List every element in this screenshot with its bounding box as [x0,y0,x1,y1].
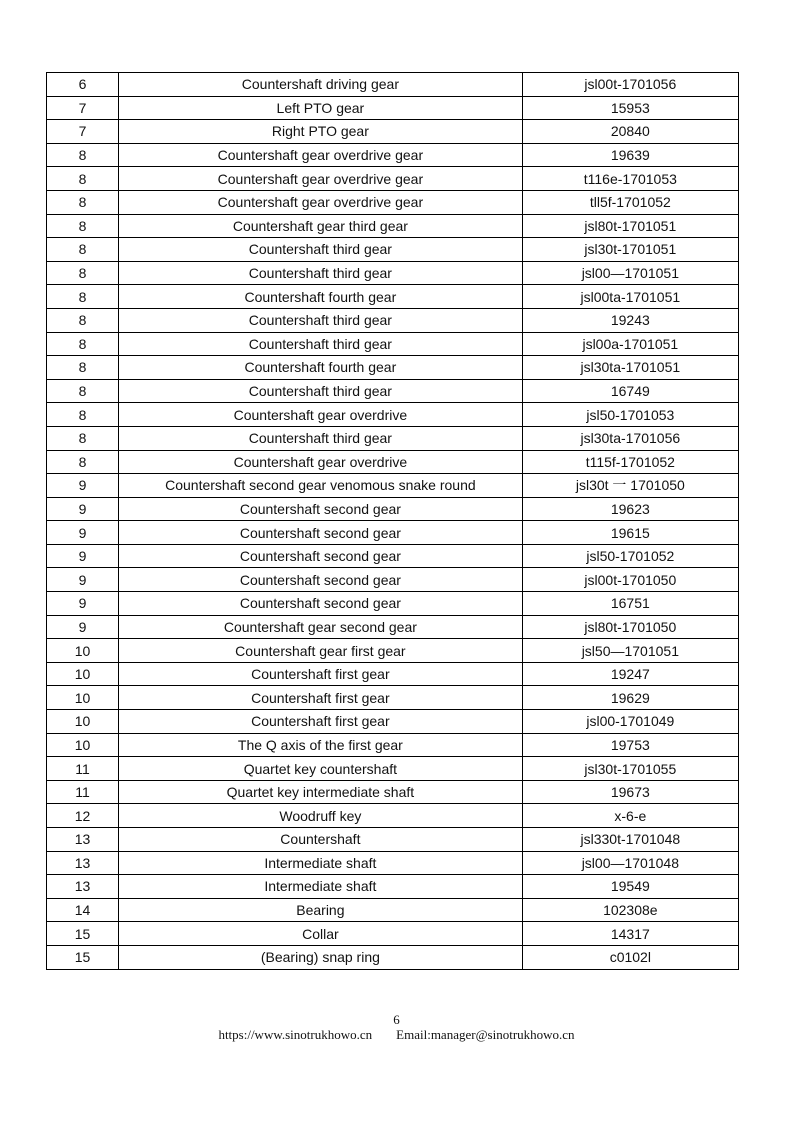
part-name-cell: Countershaft third gear [119,238,523,262]
item-number-cell: 10 [47,639,119,663]
part-code-cell: 15953 [522,96,738,120]
part-code-cell: 16749 [522,379,738,403]
part-code-cell: jsl00—1701051 [522,261,738,285]
item-number-cell: 9 [47,544,119,568]
part-name-cell: Countershaft third gear [119,426,523,450]
part-code-cell: jsl00ta-1701051 [522,285,738,309]
table-row [47,733,739,757]
part-name-cell: Countershaft driving gear [119,73,523,97]
part-code-cell: t115f-1701052 [522,450,738,474]
table-row [47,544,739,568]
table-row [47,238,739,262]
part-name-cell: Countershaft gear first gear [119,639,523,663]
part-code-cell: jsl00t-1701056 [522,73,738,97]
part-code-cell: 20840 [522,120,738,144]
part-name-cell: Countershaft second gear [119,497,523,521]
part-name-cell: Countershaft second gear [119,568,523,592]
item-number-cell: 8 [47,332,119,356]
table-row [47,780,739,804]
item-number-cell: 9 [47,497,119,521]
footer-website-link[interactable]: https://www.sinotrukhowo.cn [218,1027,373,1042]
table-row [47,73,739,97]
part-code-cell: 19629 [522,686,738,710]
part-code-cell: c0102l [522,945,738,969]
table-row [47,851,739,875]
table-row [47,426,739,450]
part-name-cell: Left PTO gear [119,96,523,120]
part-code-cell: tll5f-1701052 [522,190,738,214]
part-name-cell: Countershaft gear second gear [119,615,523,639]
part-code-cell: 14317 [522,922,738,946]
item-number-cell: 8 [47,426,119,450]
item-number-cell: 6 [47,73,119,97]
table-row [47,875,739,899]
table-row [47,804,739,828]
parts-table [46,72,739,970]
part-name-cell: Countershaft gear overdrive gear [119,143,523,167]
part-code-cell: jsl30ta-1701056 [522,426,738,450]
part-code-cell: 19753 [522,733,738,757]
table-row [47,662,739,686]
part-name-cell: Countershaft gear overdrive gear [119,190,523,214]
part-name-cell: Countershaft first gear [119,686,523,710]
part-code-cell: jsl80t-1701050 [522,615,738,639]
part-name-cell: Intermediate shaft [119,875,523,899]
item-number-cell: 7 [47,96,119,120]
item-number-cell: 13 [47,851,119,875]
item-number-cell: 10 [47,686,119,710]
item-number-cell: 11 [47,780,119,804]
part-code-cell: jsl30t 一 1701050 [522,474,738,498]
table-row [47,403,739,427]
part-code-cell: jsl00a-1701051 [522,332,738,356]
part-name-cell: Bearing [119,898,523,922]
part-code-cell: jsl80t-1701051 [522,214,738,238]
table-row [47,898,739,922]
part-name-cell: Intermediate shaft [119,851,523,875]
part-code-cell: 16751 [522,592,738,616]
part-name-cell: Collar [119,922,523,946]
item-number-cell: 15 [47,945,119,969]
item-number-cell: 8 [47,190,119,214]
part-code-cell: jsl00t-1701050 [522,568,738,592]
table-row [47,568,739,592]
item-number-cell: 8 [47,167,119,191]
part-name-cell: Woodruff key [119,804,523,828]
item-number-cell: 9 [47,474,119,498]
part-name-cell: Countershaft second gear [119,521,523,545]
table-row [47,474,739,498]
part-name-cell: Countershaft second gear [119,592,523,616]
part-code-cell: jsl30t-1701051 [522,238,738,262]
table-row [47,167,739,191]
part-code-cell: jsl30t-1701055 [522,757,738,781]
part-code-cell: jsl50-1701053 [522,403,738,427]
table-row [47,757,739,781]
item-number-cell: 8 [47,238,119,262]
item-number-cell: 12 [47,804,119,828]
part-code-cell: 19639 [522,143,738,167]
table-row [47,332,739,356]
table-row [47,615,739,639]
item-number-cell: 8 [47,214,119,238]
part-code-cell: 19549 [522,875,738,899]
item-number-cell: 10 [47,662,119,686]
part-name-cell: Countershaft third gear [119,261,523,285]
part-name-cell: Right PTO gear [119,120,523,144]
page-number: 6 [393,1012,400,1027]
item-number-cell: 9 [47,615,119,639]
part-code-cell: jsl50—1701051 [522,639,738,663]
footer-links [0,1027,793,1043]
part-name-cell: Countershaft gear overdrive [119,450,523,474]
table-row [47,379,739,403]
part-name-cell: The Q axis of the first gear [119,733,523,757]
part-name-cell: Countershaft gear third gear [119,214,523,238]
footer-email-link[interactable]: Email:manager@sinotrukhowo.cn [396,1027,575,1042]
item-number-cell: 10 [47,733,119,757]
table-row [47,922,739,946]
item-number-cell: 11 [47,757,119,781]
table-row [47,285,739,309]
part-code-cell: 19247 [522,662,738,686]
table-row [47,308,739,332]
item-number-cell: 9 [47,521,119,545]
item-number-cell: 8 [47,261,119,285]
table-row [47,686,739,710]
item-number-cell: 8 [47,143,119,167]
parts-table-body [47,73,739,970]
part-name-cell: Countershaft fourth gear [119,285,523,309]
item-number-cell: 8 [47,450,119,474]
part-name-cell: Countershaft third gear [119,379,523,403]
table-row [47,710,739,734]
item-number-cell: 8 [47,379,119,403]
part-name-cell: Countershaft second gear venomous snake round [119,474,523,498]
table-row [47,592,739,616]
table-row [47,945,739,969]
part-name-cell: Countershaft third gear [119,308,523,332]
item-number-cell: 9 [47,568,119,592]
part-name-cell: Countershaft first gear [119,662,523,686]
item-number-cell: 8 [47,356,119,380]
part-code-cell: 19243 [522,308,738,332]
table-row [47,828,739,852]
item-number-cell: 14 [47,898,119,922]
part-code-cell: jsl00-1701049 [522,710,738,734]
item-number-cell: 9 [47,592,119,616]
table-row [47,190,739,214]
table-row [47,639,739,663]
item-number-cell: 13 [47,828,119,852]
part-name-cell: Countershaft second gear [119,544,523,568]
table-row [47,497,739,521]
table-row [47,214,739,238]
part-code-cell: jsl50-1701052 [522,544,738,568]
part-name-cell: Countershaft [119,828,523,852]
part-name-cell: Countershaft gear overdrive [119,403,523,427]
table-row [47,356,739,380]
part-name-cell: Quartet key countershaft [119,757,523,781]
part-code-cell: jsl00—1701048 [522,851,738,875]
part-name-cell: Countershaft gear overdrive gear [119,167,523,191]
part-code-cell: t116e-1701053 [522,167,738,191]
part-name-cell: Quartet key intermediate shaft [119,780,523,804]
table-row [47,521,739,545]
table-row [47,120,739,144]
part-code-cell: x-6-e [522,804,738,828]
part-name-cell: Countershaft fourth gear [119,356,523,380]
part-name-cell: Countershaft first gear [119,710,523,734]
table-row [47,96,739,120]
table-row [47,450,739,474]
part-code-cell: 19673 [522,780,738,804]
item-number-cell: 10 [47,710,119,734]
part-code-cell: jsl330t-1701048 [522,828,738,852]
item-number-cell: 8 [47,308,119,332]
item-number-cell: 7 [47,120,119,144]
part-code-cell: jsl30ta-1701051 [522,356,738,380]
part-code-cell: 19623 [522,497,738,521]
table-row [47,143,739,167]
table-row [47,261,739,285]
item-number-cell: 8 [47,285,119,309]
part-name-cell: (Bearing) snap ring [119,945,523,969]
part-code-cell: 102308e [522,898,738,922]
item-number-cell: 8 [47,403,119,427]
part-name-cell: Countershaft third gear [119,332,523,356]
item-number-cell: 15 [47,922,119,946]
part-code-cell: 19615 [522,521,738,545]
item-number-cell: 13 [47,875,119,899]
